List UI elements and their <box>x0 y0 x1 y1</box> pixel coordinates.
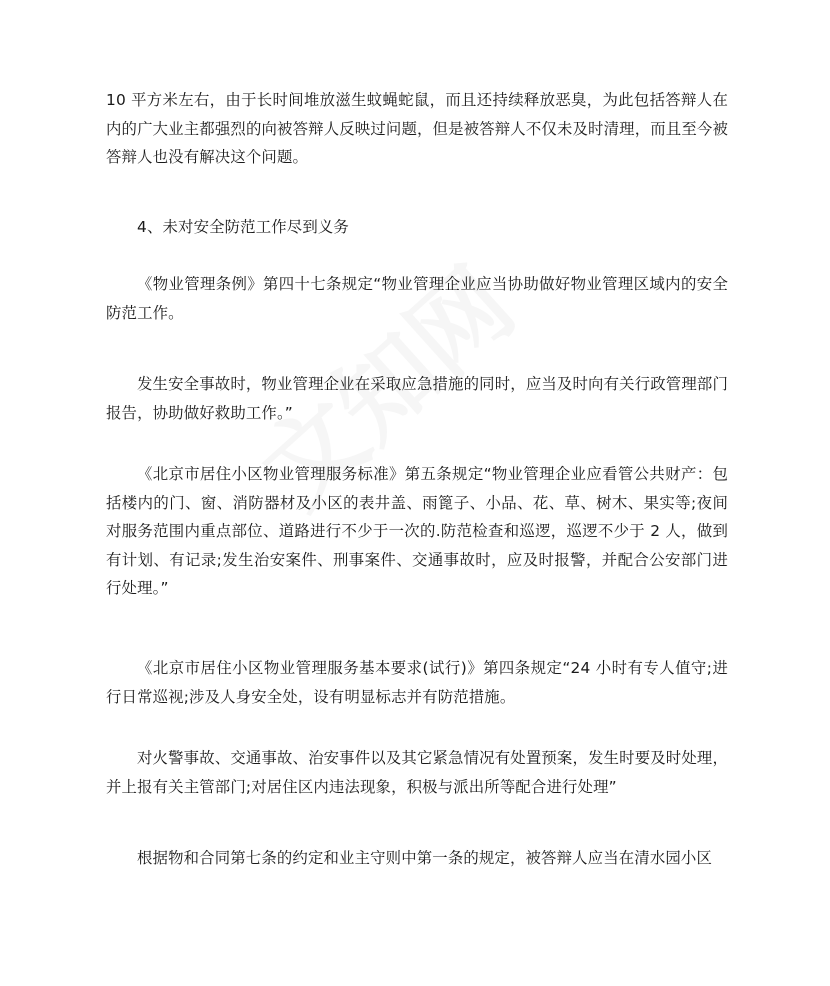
paragraph-emergency-plan: 对火警事故、交通事故、治安事件以及其它紧急情况有处置预案，发生时要及时处理，并上报有关主管部门;对居住区内违法现象，积极与派出所等配合进行处理” <box>106 749 728 796</box>
paragraph-beijing-standard: 《北京市居住小区物业管理服务标准》第五条规定“物业管理企业应看管公共财产：包括楼内的门、窗、消防器材及小区的表井盖、雨篦子、小品、花、草、树木、果实等;夜间对服务范围内重点部位、道路进行不少于一次的.防范检查和巡逻，巡逻不少于 2 人，做到有计划、有记录;发生治安案件、刑事案件、交通事故时，应及时报警，并配合公安部门进行处理。” <box>106 465 728 597</box>
paragraph-regulation-47: 《物业管理条例》第四十七条规定“物业管理企业应当协助做好物业管理区域内的安全防范工作。 <box>106 275 728 322</box>
paragraph-accident-report: 发生安全事故时，物业管理企业在采取应急措施的同时，应当及时向有关行政管理部门报告，协助做好救助工作。” <box>106 375 728 422</box>
paragraph-contract-article-7: 根据物和合同第七条的约定和业主守则中第一条的规定，被答辩人应当在清水园小区 <box>137 849 713 867</box>
section-heading: 4、未对安全防范工作尽到义务 <box>137 218 349 236</box>
paragraph-continuation: 10 平方米左右，由于长时间堆放滋生蚊蝇蛇鼠，而且还持续释放恶臭，为此包括答辩人在内的广大业主都强烈的向被答辩人反映过问题，但是被答辩人不仅未及时清理，而且至今被答辩人也没有解决这个问题。 <box>106 91 728 166</box>
paragraph-beijing-basic-requirements: 《北京市居住小区物业管理服务基本要求(试行)》第四条规定“24 小时有专人值守;进行日常巡视;涉及人身安全处，设有明显标志并有防范措施。 <box>106 659 728 706</box>
